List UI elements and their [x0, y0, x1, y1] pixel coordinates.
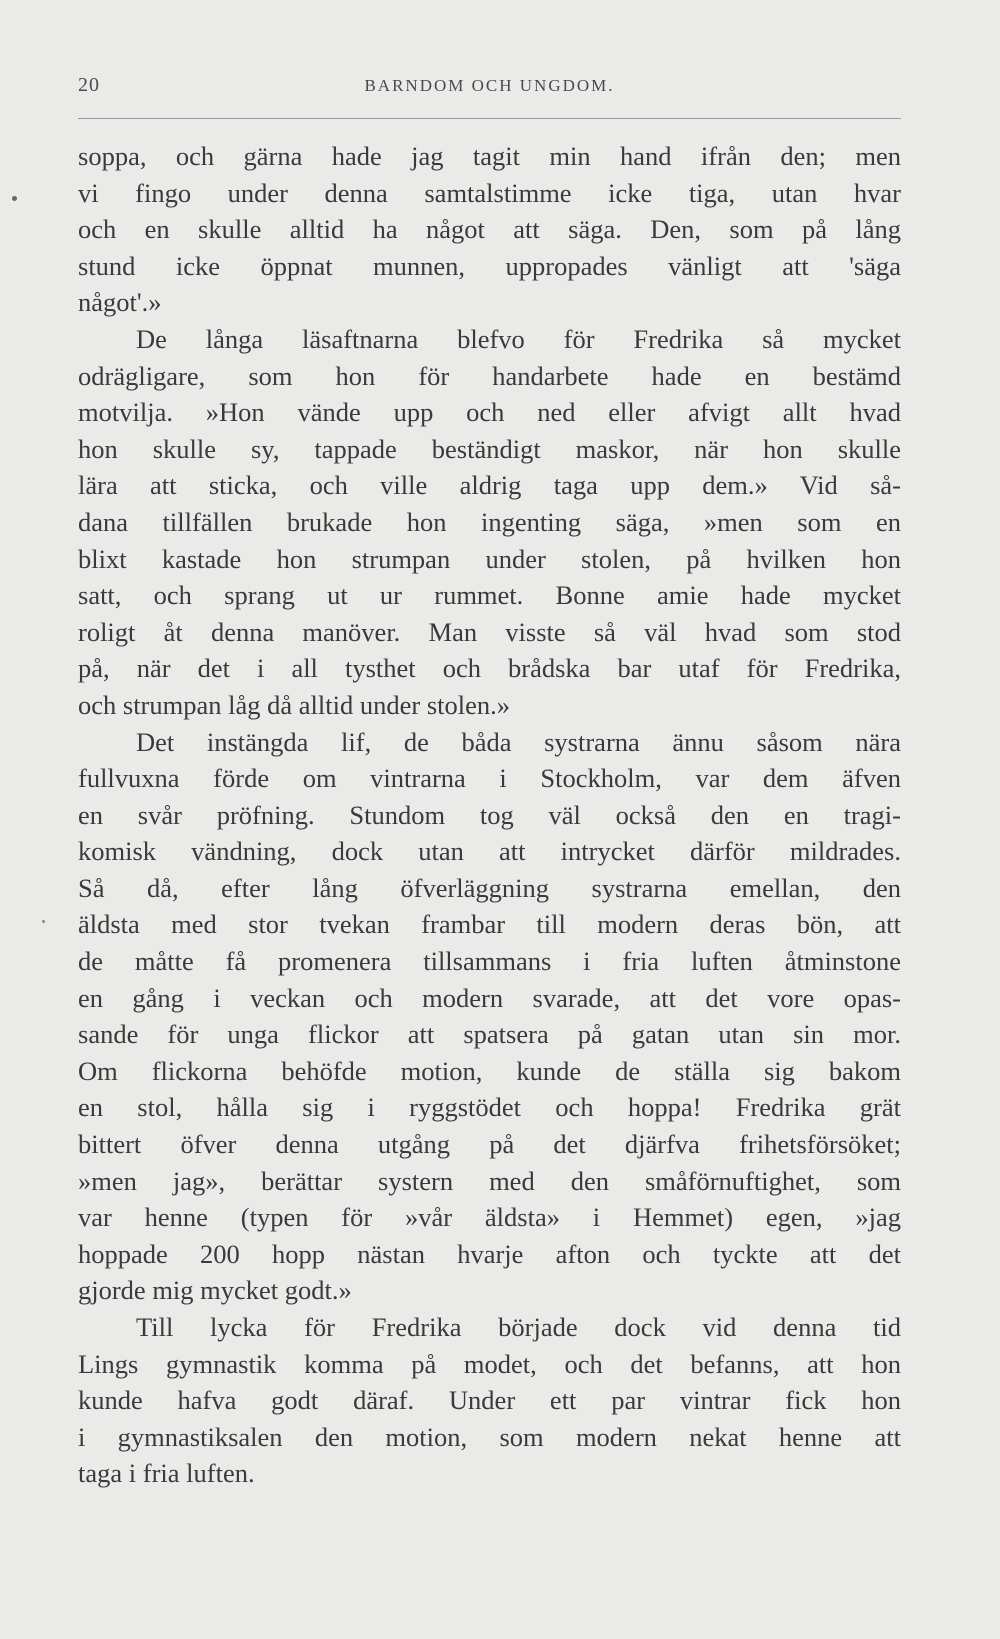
text-line: odrägligare, som hon för handarbete hade en bestämd — [78, 360, 901, 391]
text-line: gjorde mig mycket godt.» — [78, 1275, 352, 1306]
text-line: De långa läsaftnarna blefvo för Fredrika så mycket — [136, 323, 901, 354]
text-line: en stol, hålla sig i ryggstödet och hoppa! Fredrika grät — [78, 1092, 901, 1123]
text-line: Lings gymnastik komma på modet, och det befanns, att hon — [78, 1348, 901, 1379]
paragraph — [78, 1309, 901, 1492]
text-line: blixt kastade hon strumpan under stolen, på hvilken hon — [78, 543, 901, 574]
text-line: Om flickorna behöfde motion, kunde de ställa sig bakom — [78, 1055, 901, 1086]
text-line: taga i fria luften. — [78, 1458, 255, 1489]
text-line: soppa, och gärna hade jag tagit min hand ifrån den; men — [78, 141, 901, 171]
paragraph — [78, 724, 901, 1310]
text-line: fullvuxna förde om vintrarna i Stockholm, var dem äfven — [78, 763, 901, 794]
text-line: på, när det i all tysthet och brådska bar utaf för Fredrika, — [78, 653, 901, 684]
header-rule — [78, 118, 901, 119]
paragraph — [78, 321, 901, 724]
text-line: något'.» — [78, 287, 162, 318]
text-line: Så då, efter lång öfverläggning systrarna emellan, den — [78, 872, 901, 903]
margin-speck — [12, 196, 17, 201]
text-line: bittert öfver denna utgång på det djärfva frihetsförsöket; — [78, 1129, 901, 1160]
text-line: dana tillfällen brukade hon ingenting säga, »men som en — [78, 506, 901, 537]
text-line: en svår pröfning. Stundom tog väl också den en tragi- — [78, 799, 901, 830]
text-line: roligt åt denna manöver. Man visste så väl hvad som stod — [78, 616, 901, 647]
text-line: och strumpan låg då alltid under stolen.» — [78, 689, 510, 720]
page-number: 20 — [78, 74, 100, 96]
text-line: Till lycka för Fredrika började dock vid denna tid — [136, 1312, 901, 1342]
text-line: i gymnastiksalen den motion, som modern nekat henne att — [78, 1421, 901, 1452]
text-line: satt, och sprang ut ur rummet. Bonne amie hade mycket — [78, 580, 901, 611]
running-head: BARNDOM OCH UNGDOM. — [364, 76, 615, 95]
text-line: stund icke öppnat munnen, uppropades vänligt att 'säga — [78, 250, 901, 281]
text-line: och en skulle alltid ha något att säga. Den, som på lång — [78, 214, 901, 245]
text-line: Det instängda lif, de båda systrarna ännu såsom nära — [136, 726, 901, 757]
text-line: var henne (typen för »vår äldsta» i Hemmet) egen, »jag — [78, 1202, 901, 1233]
text-line: komisk vändning, dock utan att intrycket därför mildrades. — [78, 836, 901, 867]
text-line: en gång i veckan och modern svarade, att det vore opas- — [78, 982, 901, 1013]
text-line: äldsta med stor tvekan frambar till modern deras bön, att — [78, 909, 901, 940]
text-line: hoppade 200 hopp nästan hvarje afton och tyckte att det — [78, 1238, 901, 1269]
text-line: lära att sticka, och ville aldrig taga upp dem.» Vid så- — [78, 470, 901, 501]
page-header — [78, 74, 901, 104]
text-line: hon skulle sy, tappade beständigt maskor, när hon skulle — [78, 433, 901, 464]
body-text — [78, 138, 901, 1492]
text-line: vi fingo under denna samtalstimme icke tiga, utan hvar — [78, 177, 901, 208]
text-line: »men jag», berättar systern med den småförnuftighet, som — [78, 1165, 901, 1196]
text-line: de måtte få promenera tillsammans i fria luften åtminstone — [78, 946, 901, 977]
text-line: kunde hafva godt däraf. Under ett par vintrar fick hon — [78, 1385, 901, 1416]
text-line: motvilja. »Hon vände upp och ned eller afvigt allt hvad — [78, 397, 901, 428]
margin-speck — [42, 920, 45, 923]
text-line: sande för unga flickor att spatsera på gatan utan sin mor. — [78, 1019, 901, 1050]
paragraph — [78, 138, 901, 321]
